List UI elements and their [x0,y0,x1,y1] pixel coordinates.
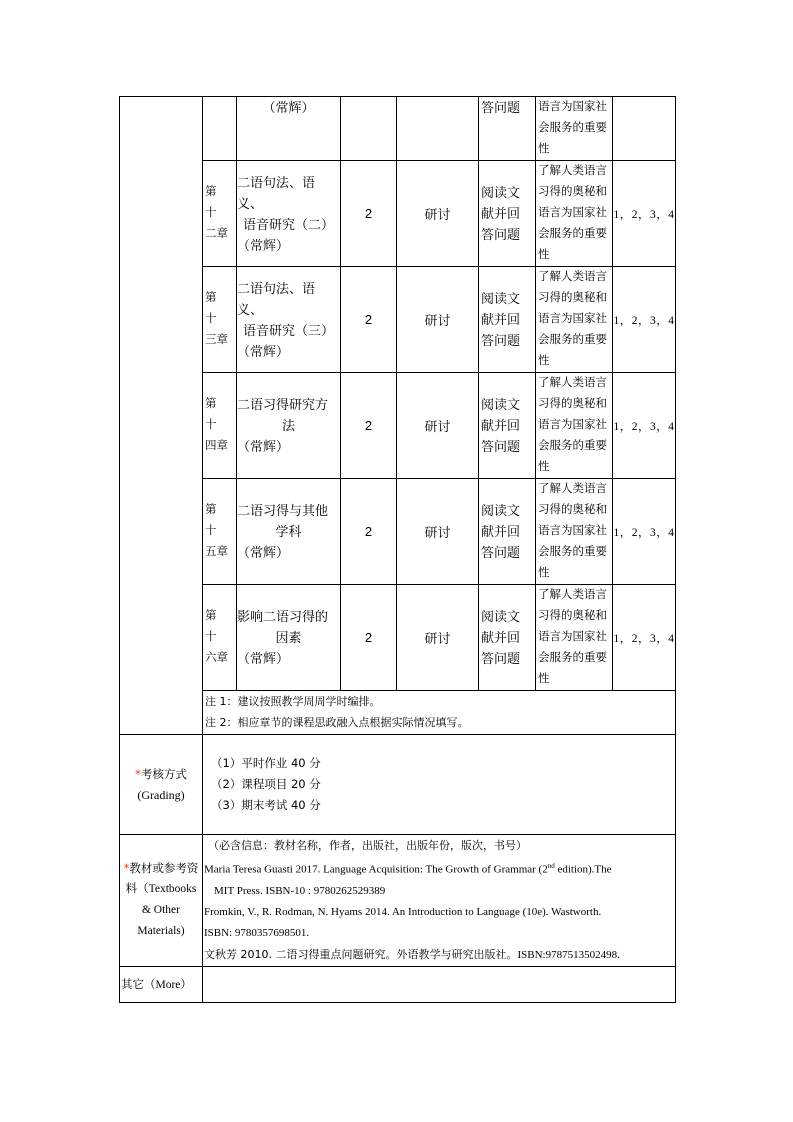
goal-line: 习得的奥秘和 [538,504,607,516]
materials-label-text: 教材或参考资 [129,861,199,876]
goal-line: 习得的奥秘和 [538,292,607,304]
task-line: 答问题 [481,227,521,242]
goal-line: 了解人类语言 [538,377,607,389]
materials-required-info: （必含信息：教材名称，作者，出版社，出版年份，版次，书号） [208,839,527,852]
schedule-row [120,161,676,267]
task-line: 阅读文 [481,503,521,518]
chapter-title-line: 二语句法、语义、 [237,280,316,317]
goal-cell [536,585,613,691]
schedule-row [120,97,676,161]
chapter-title-line: 二语句法、语义、 [237,174,316,211]
chapter-title-cell [237,161,341,267]
goal-line: 语言为国家社 [538,525,607,537]
chapter-title-line: （常辉） [237,651,290,666]
materials-label-line: Materials) [137,925,185,938]
goal-cell [536,373,613,479]
goal-line: 了解人类语言 [538,483,607,495]
hours-cell [341,97,397,161]
chapter-title-line: 法 [281,418,295,433]
goal-line: 习得的奥秘和 [538,610,607,622]
task-line: 献并回 [481,418,521,433]
chapter-title-line: （常辉） [237,439,290,454]
outcome-cell: 1，2，3，4 [613,161,676,267]
goal-line: 会服务的重要 [538,652,607,664]
reference-1-edition-suffix: nd [547,862,555,870]
hours-cell: 2 [341,161,397,267]
grading-item: （3）期末考试 40 分 [211,798,321,812]
materials-content-cell [203,835,676,967]
goal-line: 性 [538,673,550,685]
materials-row [120,835,676,967]
schedule-row [120,585,676,691]
goal-line: 习得的奥秘和 [538,186,607,198]
required-mark: * [135,766,141,781]
goal-line: 了解人类语言 [538,271,607,283]
task-line: 答问题 [481,651,521,666]
hours-cell: 2 [341,585,397,691]
chapter-cell [203,373,237,479]
task-text: 答问题 [481,100,521,115]
goal-cell [536,479,613,585]
reference-1-text: Maria Teresa Guasti 2017. Language Acquisition: The Growth of Grammar (2 [204,863,548,876]
chapter-title-cell [237,97,341,161]
task-line: 献并回 [481,206,521,221]
chapter-line: 二章 [205,228,228,240]
task-cell [479,373,536,479]
notes-row [120,691,676,735]
more-content-cell [203,966,676,1002]
grading-items-cell [203,735,676,835]
method-cell: 研讨 [397,479,479,585]
goal-line: 了解人类语言 [538,589,607,601]
chapter-title-line: （常辉） [237,237,290,253]
note-line: 注 2：相应章节的课程思政融入点根据实际情况填写。 [205,716,469,729]
chapter-title-line: 二语习得研究方 [237,397,329,412]
outcome-cell [613,97,676,161]
task-line: 阅读文 [481,397,521,412]
grading-label [120,764,202,785]
grading-label-cell [120,735,203,835]
chapter-line: 五章 [205,546,228,558]
task-line: 答问题 [481,333,521,348]
chapter-title-line: 语音研究（二） [242,216,334,232]
goal-line: 会服务的重要 [538,122,607,134]
chapter-title-cell [237,479,341,585]
chapter-line: 第 十 [205,504,228,537]
goal-line: 会服务的重要 [538,546,607,558]
goal-cell [536,267,613,373]
schedule-row [120,267,676,373]
reference-2: Fromkin, V., R. Rodman, N. Hyams 2014. An Introduction to Language (10e). Wastworth. [204,905,602,918]
goal-cell [536,97,613,161]
task-line: 献并回 [481,524,521,539]
chapter-cell [203,161,237,267]
goal-line: 语言为国家社 [538,419,607,431]
chapter-cell [203,585,237,691]
task-cell [479,161,536,267]
grading-label-en: (Grading) [137,787,185,802]
materials-label-line: 料（Textbooks [125,883,197,896]
more-label-cell: 其它（More） [120,966,203,1002]
goal-line: 语言为国家社 [538,631,607,643]
hours-cell: 2 [341,479,397,585]
chapter-line: 三章 [205,334,228,346]
reference-2-isbn: ISBN: 9780357698501. [204,926,310,939]
chapter-title-cell [237,373,341,479]
required-mark: * [123,861,130,876]
chapter-title-line: 影响二语习得的 [237,609,329,624]
chapter-line: 第 十 [205,292,228,325]
task-line: 阅读文 [481,185,521,200]
reference-1-publisher: MIT Press. ISBN-10 : 9780262529389 [214,884,386,897]
chapter-title-line: 二语习得与其他 [237,503,329,518]
materials-label-line [120,858,202,879]
chapter-cell [203,479,237,585]
outcome-cell: 1，2，3，4 [613,479,676,585]
goal-line: 性 [538,143,550,155]
outcome-cell: 1，2，3，4 [613,267,676,373]
chapter-line: 第 十 [205,186,228,219]
materials-label-cell [120,835,203,967]
note-line: 注 1：建议按照教学周周学时编排。 [205,695,381,708]
outcome-cell: 1，2，3，4 [613,373,676,479]
chapter-title-line: 语音研究（三） [242,322,334,338]
task-line: 阅读文 [481,291,521,306]
reference-1 [204,856,675,881]
goal-line: 性 [538,249,550,261]
goal-cell [536,161,613,267]
hours-cell: 2 [341,373,397,479]
task-line: 答问题 [481,439,521,454]
reference-1-text-end: edition).The [554,863,612,876]
hours-cell: 2 [341,267,397,373]
method-cell: 研讨 [397,161,479,267]
goal-line: 语言为国家社 [538,313,607,325]
course-schedule-table [119,96,676,1003]
chapter-line: 第 十 [205,398,228,431]
materials-label-line: & Other [141,904,180,917]
task-line: 献并回 [481,630,521,645]
schedule-row [120,479,676,585]
reference-3-isbn: ISBN:9787513502498. [517,948,620,961]
goal-line: 了解人类语言 [538,165,607,177]
grading-row [120,735,676,835]
method-cell [397,97,479,161]
goal-line: 性 [538,567,550,579]
grading-item: （1）平时作业 40 分 [211,756,321,770]
chapter-title-line: （常辉） [237,343,290,359]
grading-item: （2）课程项目 20 分 [211,777,321,791]
goal-line: 会服务的重要 [538,228,607,240]
chapter-cell [203,97,237,161]
goal-line: 会服务的重要 [538,334,607,346]
grading-label-text: 考核方式 [140,766,187,781]
task-line: 献并回 [481,312,521,327]
chapter-title-cell [237,267,341,373]
task-cell [479,479,536,585]
reference-3-text: 文秋芳 2010. 二语习得重点问题研究。外语教学与研究出版社。 [204,947,518,961]
schedule-row [120,373,676,479]
goal-line: 性 [538,355,550,367]
chapter-line: 四章 [205,440,228,452]
method-cell: 研讨 [397,267,479,373]
task-cell [479,97,536,161]
chapter-title-line: （常辉） [262,100,315,115]
chapter-title-cell [237,585,341,691]
section-label-cell [120,97,203,735]
task-line: 答问题 [481,545,521,560]
goal-line: 性 [538,461,550,473]
chapter-title-line: （常辉） [237,545,290,560]
chapter-cell [203,267,237,373]
task-cell [479,585,536,691]
goal-line: 语言为国家社 [538,207,607,219]
chapter-title-line: 学科 [275,524,302,539]
chapter-title-line: 因素 [275,630,302,645]
notes-cell [203,691,676,735]
chapter-line: 六章 [205,652,228,664]
chapter-line: 第 十 [205,610,228,643]
goal-line: 语言为国家社 [538,101,607,113]
goal-line: 习得的奥秘和 [538,398,607,410]
outcome-cell: 1，2，3，4 [613,585,676,691]
task-line: 阅读文 [481,609,521,624]
reference-3 [204,944,675,966]
more-row [120,966,676,1002]
method-cell: 研讨 [397,373,479,479]
task-cell [479,267,536,373]
goal-line: 会服务的重要 [538,440,607,452]
method-cell: 研讨 [397,585,479,691]
